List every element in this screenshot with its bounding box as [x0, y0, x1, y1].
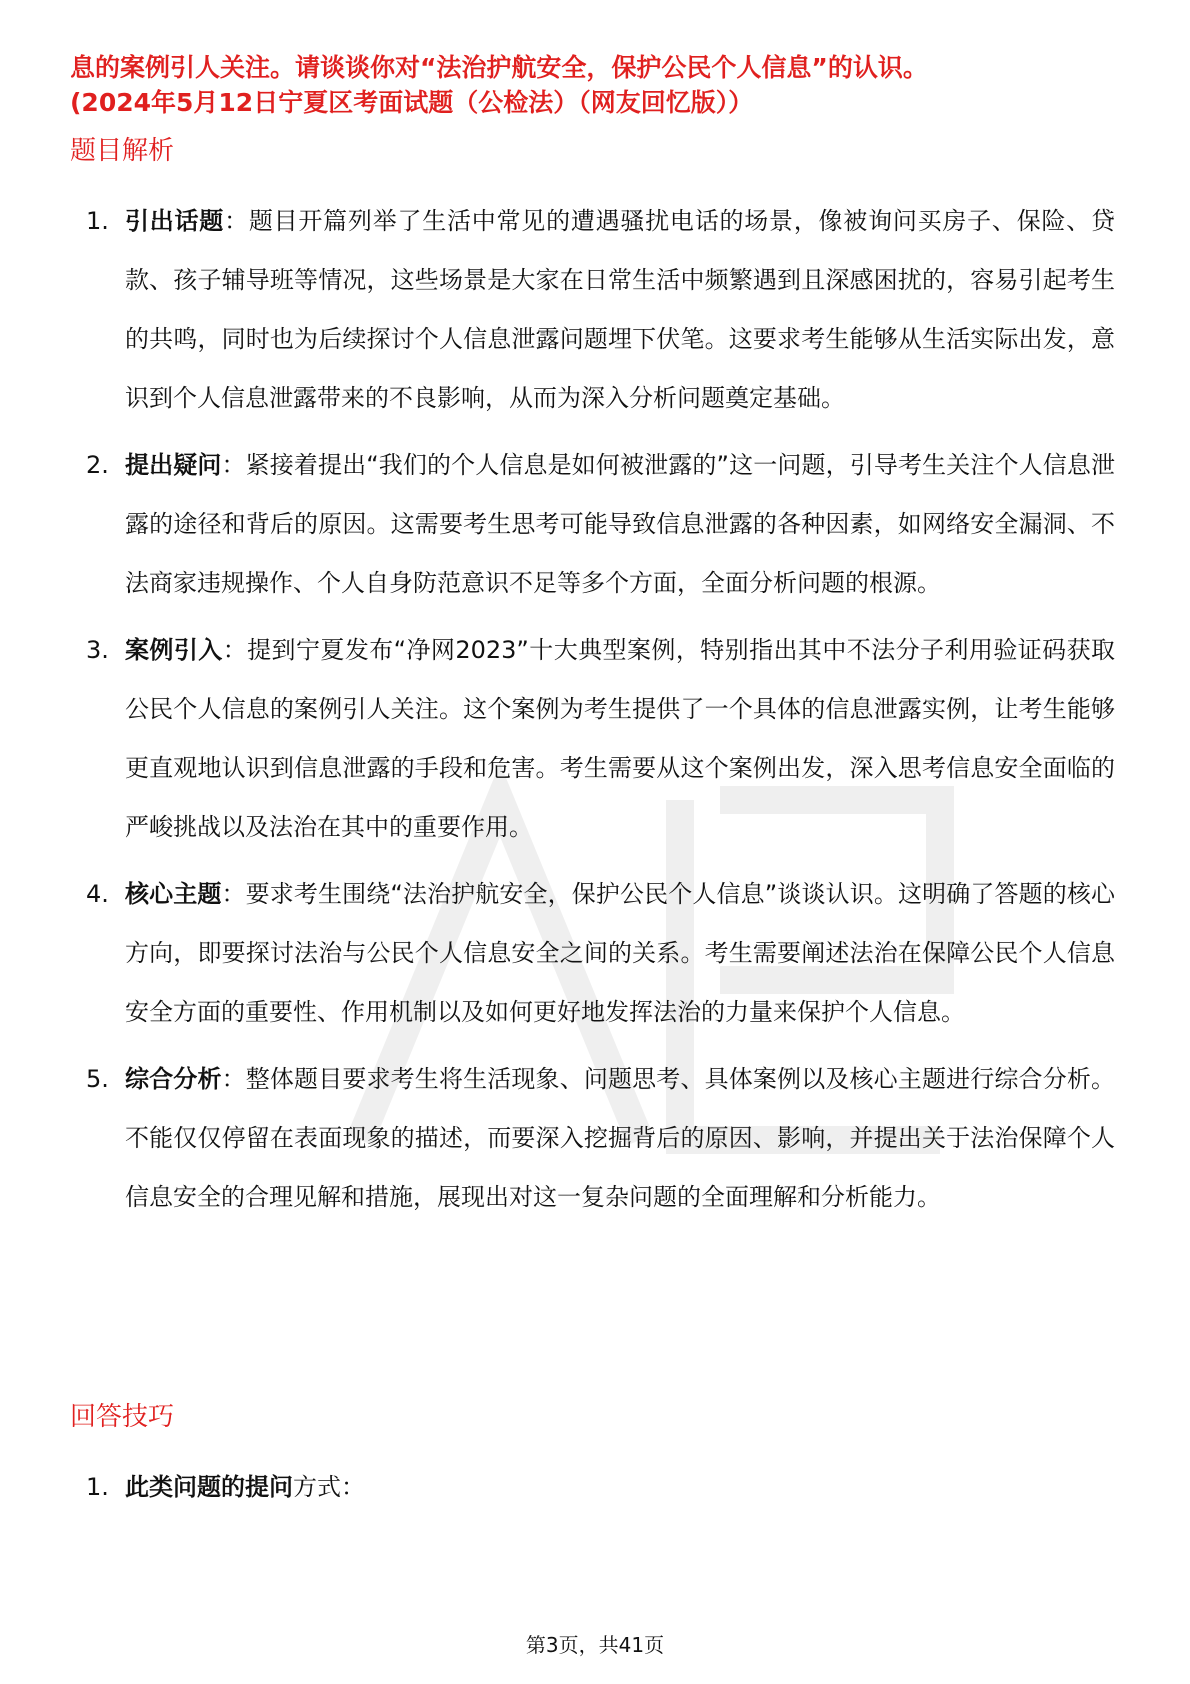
list-item-label: 提出疑问	[125, 451, 222, 479]
list-item-number: 3.	[86, 636, 109, 664]
tips-list	[0, 1458, 1190, 1525]
list-item-number: 1.	[86, 1473, 109, 1501]
list-item	[0, 621, 1190, 857]
list-item-number: 1.	[86, 207, 109, 235]
list-item	[0, 1458, 1190, 1517]
list-item-label: 此类问题的提问	[125, 1473, 293, 1501]
list-item-text: ：要求考生围绕“法治护航安全，保护公民个人信息”谈谈认识。这明确了答题的核心方向，即要探讨法治与公民个人信息安全之间的关系。考生需要阐述法治在保障公民个人信息安全方面的重要性、作用机制以及如何更好地发挥法治的力量来保护个人信息。	[125, 880, 1115, 1026]
list-item-label: 案例引入	[125, 636, 223, 664]
list-item-text: ：整体题目要求考生将生活现象、问题思考、具体案例以及核心主题进行综合分析。不能仅仅停留在表面现象的描述，而要深入挖掘背后的原因、影响，并提出关于法治保障个人信息安全的合理见解和措施，展现出对这一复杂问题的全面理解和分析能力。	[125, 1065, 1116, 1211]
question-line-1: 息的案例引人关注。请谈谈你对“法治护航安全，保护公民个人信息”的认识。	[70, 53, 928, 82]
list-item-text: ：紧接着提出“我们的个人信息是如何被泄露的”这一问题，引导考生关注个人信息泄露的途径和背后的原因。这需要考生思考可能导致信息泄露的各种因素，如网络安全漏洞、不法商家违规操作、个人自身防范意识不足等多个方面，全面分析问题的根源。	[125, 451, 1115, 597]
analysis-list	[0, 192, 1190, 1235]
list-item-text: ：提到宁夏发布“净网2023”十大典型案例，特别指出其中不法分子利用验证码获取公民个人信息的案例引人关注。这个案例为考生提供了一个具体的信息泄露实例，让考生能够更直观地认识到信息泄露的手段和危害。考生需要从这个案例出发，深入思考信息安全面临的严峻挑战以及法治在其中的重要作用。	[125, 636, 1116, 841]
list-item-label: 综合分析	[125, 1065, 222, 1093]
question-line-2: (2024年5月12日宁夏区考面试题（公检法）（网友回忆版））	[70, 88, 754, 117]
list-item-label: 核心主题	[125, 880, 222, 908]
list-item-text: 方式：	[293, 1473, 365, 1501]
list-item	[0, 1050, 1190, 1227]
page-footer: 第3页，共41页	[525, 1633, 665, 1657]
list-item	[0, 865, 1190, 1042]
section-heading-tips: 回答技巧	[70, 1402, 175, 1432]
list-item-text: ：题目开篇列举了生活中常见的遭遇骚扰电话的场景，像被询问买房子、保险、贷款、孩子辅导班等情况，这些场景是大家在日常生活中频繁遇到且深感困扰的，容易引起考生的共鸣，同时也为后续探讨个人信息泄露问题埋下伏笔。这要求考生能够从生活实际出发，意识到个人信息泄露带来的不良影响，从而为深入分析问题奠定基础。	[125, 207, 1115, 412]
list-item-label: 引出话题	[125, 207, 225, 235]
list-item-number: 2.	[86, 451, 109, 479]
list-item-number: 5.	[86, 1065, 109, 1093]
list-item-number: 4.	[86, 880, 109, 908]
list-item	[0, 436, 1190, 613]
section-heading-analysis: 题目解析	[70, 136, 175, 166]
list-item	[0, 192, 1190, 428]
question-text	[70, 50, 1130, 120]
